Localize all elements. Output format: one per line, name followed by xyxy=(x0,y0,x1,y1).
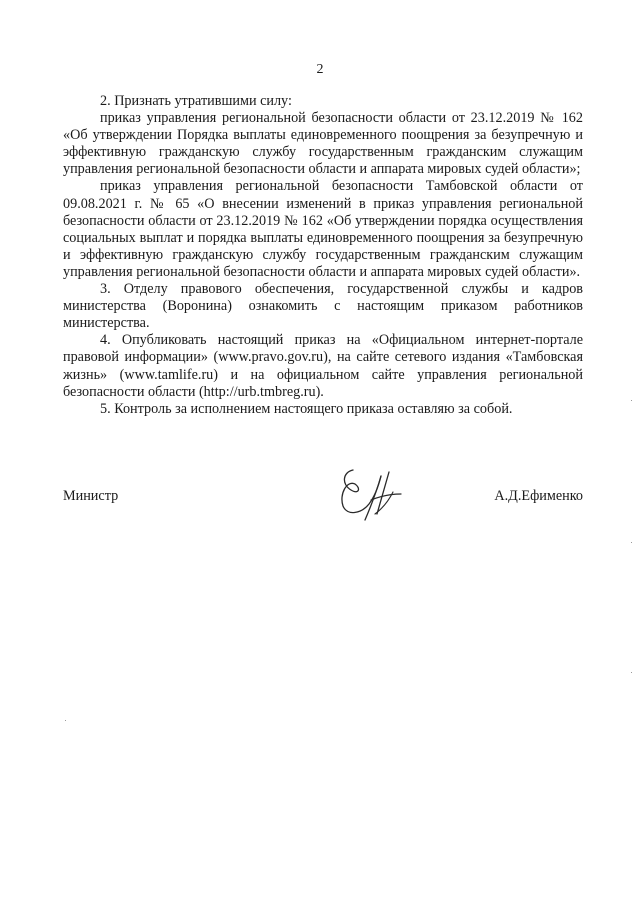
signatory-name: А.Д.Ефименко xyxy=(494,488,583,504)
scan-speck xyxy=(631,400,632,401)
scan-speck xyxy=(631,542,632,543)
handwritten-signature xyxy=(331,464,421,526)
paragraph-5-control: 5. Контроль за исполнением настоящего приказа оставляю за собой. xyxy=(100,400,513,417)
document-body xyxy=(63,93,583,418)
scan-speck xyxy=(65,720,66,721)
paragraph-revoked-order-2: приказ управления региональной безопасности Тамбовской области от 09.08.2021 г. № 65 «О внесении изменений в приказ управления региональной безопасности области от 23.12.2019 № 162 «Об утверждении порядка осуществления социальных выплат и порядка выплаты единовременного поощрения за безупречную и эффективную гражданскую службу государственным гражданским служащим управления региональной безопасности области и аппарата мировых судей области». xyxy=(63,178,583,280)
paragraph-2-heading: 2. Признать утратившими силу: xyxy=(100,93,292,109)
page-number: 2 xyxy=(316,62,324,77)
signatory-title: Министр xyxy=(63,488,119,504)
paragraph-3-familiarize: 3. Отделу правового обеспечения, государственной службы и кадров министерства (Воронина) ознакомить с настоящим приказом работников министерства. xyxy=(63,281,583,332)
paragraph-4-publish: 4. Опубликовать настоящий приказ на «Официальном интернет-портале правовой информации» (www.pravo.gov.ru), на сайте сетевого издания «Тамбовская жизнь» (www.tamlife.ru) и на официальном сайте управления региональной безопасности области (http://urb.tmbreg.ru). xyxy=(63,332,583,400)
signature-block xyxy=(63,484,583,524)
paragraph-revoked-order-1: приказ управления региональной безопасности области от 23.12.2019 № 162 «Об утверждении Порядка выплаты единовременного поощрения за безупречную и эффективную гражданскую службу государственным гражданским служащим управления региональной безопасности области и аппарата мировых судей области»; xyxy=(63,110,583,178)
scan-speck xyxy=(631,672,632,673)
